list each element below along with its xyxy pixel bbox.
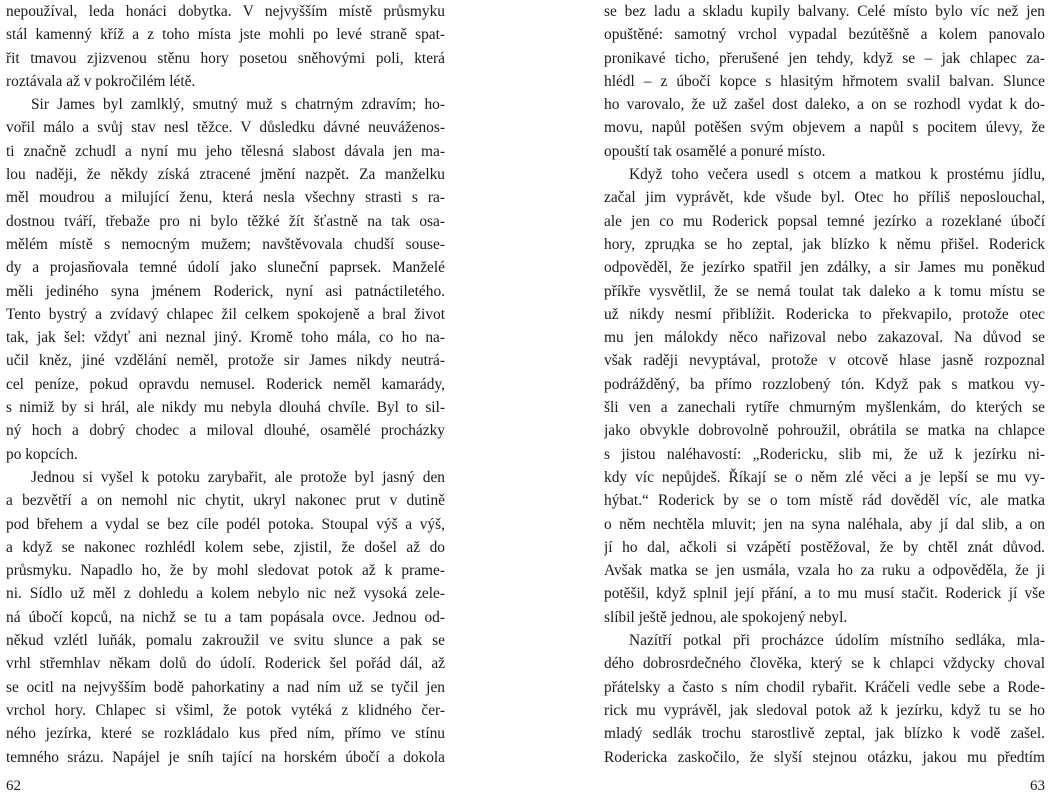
text-line: rick mu vyprávěl, jak sledoval potok až k jezírku, když tu se ho [604, 701, 1045, 719]
text-line: ná úbočí kopců, na nichž se tu a tam popásala ovce. Jednou od- [6, 608, 445, 626]
text-line: s jistou naléhavostí: „Rodericku, slib mi, že už k jezírku ni- [604, 445, 1045, 463]
text-line: potěšil, když splnil její přání, a to mu musí stačit. Roderick jí vše [604, 585, 1045, 603]
text-line: ho varovalo, že už zašel dost daleko, a on se rozhodl vydat k do- [604, 96, 1045, 114]
text-line: Sir James byl zamlklý, smutný muž s chatrným zdravím; ho- [31, 96, 445, 114]
text-line: učil kněz, jiné vzdělání neměl, protože sir James nikdy neutrá- [6, 352, 445, 370]
text-line: kdy víc nepůjdeš. Říkají se o něm zlé věci a je lepší se mu vy- [604, 468, 1045, 486]
text-line: temného srázu. Napájel je sníh tající na horském úbočí a dokola [6, 748, 445, 766]
text-line: dého dobrosrdečného člověka, který se k chlapci vždycky choval [604, 655, 1045, 673]
text-line: roztávala až v pokročilém létě. [6, 72, 196, 90]
text-line: řit tmavou zjizvenou stěnu hory posetou sněhovými poli, která [6, 49, 445, 67]
text-line: vořil málo a svůj stav nesl těžce. V důsledku dávné neuváženos- [6, 119, 445, 137]
text-line: nepoužíval, leda honáci dobytka. V nejvyšším místě průsmyku [6, 3, 445, 20]
text-line: hlédl – z úbočí kopce s hlasitým hřmotem svalil balvan. Slunce [604, 72, 1045, 90]
text-line: podrážděný, ba přímo rozzlobený tón. Když pak s matkou vy- [604, 375, 1045, 393]
text-line: opouští tak osamělé a ponuré místo. [604, 142, 826, 160]
left-page [6, 0, 445, 800]
text-line: šli ven a zanechali rytíře chmurným myšlenkám, do kterých se [604, 399, 1045, 417]
text-line: ale jen co mu Roderick popsal temné jezírko a rozeklané úbočí [604, 212, 1045, 230]
text-line: po kopcích. [6, 445, 78, 463]
text-line: se ocitl na nejvyšším bodě pahorkatiny a nad ním už se tyčil jen [6, 678, 445, 696]
text-line: Tento bystrý a zvídavý chlapec žil celkem spokojeně a bral život [6, 305, 445, 323]
text-line: pronikavé ticho, přerušené jen tehdy, když se – jak chlapec za- [604, 49, 1045, 67]
text-line: se bez ladu a skladu kupily balvany. Celé místo bylo víc než jen [604, 3, 1045, 20]
text-line: průsmyku. Napadlo ho, že by mohl sledovat potok až k prame- [6, 562, 445, 580]
text-line: přátelsky a často s ním chodil rybařit. Kráčeli vedle sebe a Rode- [604, 678, 1045, 696]
text-line: s nimiž by si hrál, ale nikdy mu nebyla dlouhá chvíle. Byl to sil- [6, 399, 445, 417]
left-page-number: 62 [6, 778, 21, 794]
text-line: tak, jak šel: vždyť ani neznal jiný. Kromě toho mála, co ho na- [6, 329, 445, 347]
text-line: příkře vysvětlil, že se nemá toulat tak daleko a k tomu místu se [604, 282, 1045, 300]
text-line: ného jezírka, které se rozkládalo kus před ním, přímo ve stínu [6, 725, 445, 743]
text-line: Rodericka zaskočilo, že slyší stejnou otázku, jakou mu předtím [604, 748, 1045, 766]
text-line: začal jim vyprávět, kde všude byl. Otec ho příliš neposlouchal, [604, 189, 1045, 207]
text-line: pod břehem a vydal se bez cíle podél potoka. Stoupal výš a výš, [6, 515, 445, 533]
text-line: odpověděl, že jezírko spatřil jen zdálky, a sir James mu poněkud [604, 259, 1045, 277]
text-line: však raději nevyptával, protože v otcově hlase jasně rozpoznal [604, 352, 1045, 370]
right-page-text [604, 0, 1045, 769]
text-line: cel peníze, pokud opravdu nemusel. Roderick neměl kamarády, [6, 375, 445, 393]
text-line: Nazítří potkal při procházce údolím místního sedláka, mla- [629, 632, 1045, 650]
text-line: mělém místě s nemocným mužem; navštěvovala chudší souse- [6, 235, 445, 253]
text-line: už nikdy nesmí přiblížit. Rodericka to překvapilo, protože otec [604, 305, 1045, 323]
text-line: ný hoch a dobrý chodec a miloval dlouhé, osamělé procházky [6, 422, 445, 440]
text-line: hýbat.“ Roderick by se o tom místě rád dověděl víc, ale matka [604, 492, 1045, 510]
text-line: dy a projasňovala temné údolí jako sluneční paprsek. Manželé [6, 259, 445, 277]
text-line: někud vzlétl luňák, pomalu zakroužil ve svitu slunce a pak se [6, 632, 445, 650]
text-line: ni. Sídlo už měl z dohledu a kolem nebylo nic než vysoká zele- [6, 585, 445, 603]
text-line: opuštěné: samotný vrchol vypadal bezútěšně a kolem panovalo [604, 26, 1045, 44]
text-line: Avšak matka se jen usmála, vzala ho za ruku a odpověděla, že ji [604, 562, 1045, 580]
text-line: mu jen málokdy něco nařizoval nebo zakazoval. Na důvod se [604, 329, 1045, 347]
text-line: jako obvykle dobrovolně pohroužil, obrátila se matka na chlapce [604, 422, 1045, 440]
right-page [604, 0, 1045, 800]
text-line: movu, napůl potěšen svým objevem a napůl s pocitem úlevy, že [604, 119, 1045, 137]
text-line: lou naději, že někdy získá ztracené jmění nazpět. Za manželku [6, 166, 445, 184]
text-line: vrhl střemhlav někam dolů do údolí. Roderick šel pořád dál, až [6, 655, 445, 673]
text-line: jí ho dal, ačkoli si vzápětí postěžoval, že by chtěl znát důvod. [604, 538, 1045, 556]
text-line: a bezvětří a on nemohl nic chytit, ukryl nakonec prut v dutině [6, 492, 445, 510]
text-line: vrchol hory. Chlapec si všiml, že potok vytéká z klidného čer- [6, 701, 445, 719]
text-line: stál kamenný kříž a z toho místa jste mohli po levé straně spat- [6, 26, 445, 44]
text-line: dostnou tváří, třebaže pro ni bylo těžké žít šťastně na tak osa- [6, 212, 445, 230]
text-line: mladý sedlák trochu starostlivě zeptal, jak blízko k vodě zašel. [604, 725, 1045, 743]
left-page-text [6, 0, 445, 769]
text-line: ti značně zchudl a nyní mu jeho tělesná slabost dávala jen ma- [6, 142, 445, 160]
text-line: měli jediného syna jménem Roderick, nyní asi patnáctiletého. [6, 282, 445, 300]
text-line: Když toho večera usedl s otcem a matkou k prostému jídlu, [629, 166, 1045, 184]
text-line: měl moudrou a milující ženu, která nesla všechny strasti s ra- [6, 189, 445, 207]
text-line: o něm nechtěla mluvit; jen na syna naléhala, aby jí dal slib, a on [604, 515, 1045, 533]
text-line: slíbil ještě jednou, ale spokojený nebyl. [604, 608, 848, 626]
text-line: hory, zpruдka se ho zeptal, jak blízko k němu přišel. Roderick [604, 235, 1045, 253]
right-page-number: 63 [1030, 778, 1045, 794]
text-line: Jednou si vyšel k potoku zarybařit, ale protože byl jasný den [31, 468, 445, 486]
text-line: a když se nakonec rozhlédl kolem sebe, zjistil, že došel až do [6, 538, 445, 556]
